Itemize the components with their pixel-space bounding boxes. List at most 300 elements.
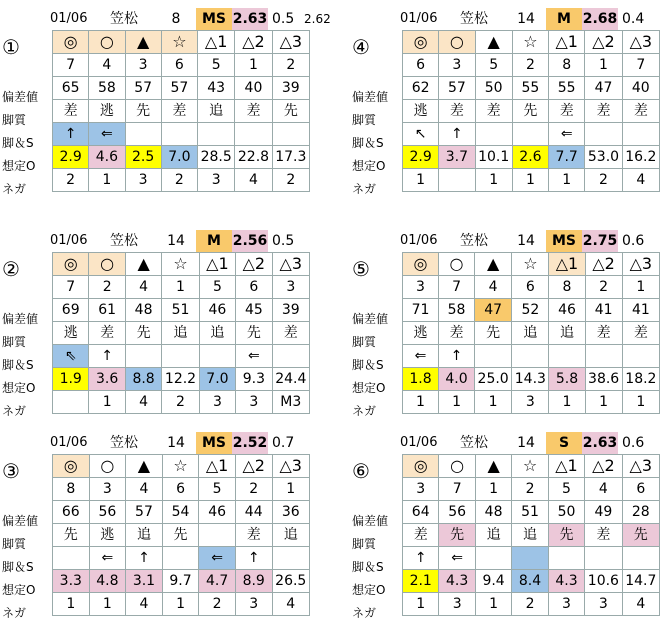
odds-cell: 4.0 bbox=[439, 368, 475, 391]
running-style-cell: 逃 bbox=[403, 100, 439, 123]
nega-cell: 1 bbox=[512, 169, 548, 192]
horse-number-cell: 7 bbox=[53, 54, 89, 77]
nega-cell: 1 bbox=[162, 593, 199, 616]
odds-cell: 4.8 bbox=[89, 570, 126, 593]
running-style-cell: 逃 bbox=[89, 100, 125, 123]
mark-cell: △1 bbox=[198, 31, 235, 54]
deviation-cell: 39 bbox=[272, 299, 309, 322]
running-style-cell: 差 bbox=[585, 100, 622, 123]
nega-cell: 1 bbox=[403, 391, 439, 414]
nega-cell: 3 bbox=[198, 169, 235, 192]
running-style-cell: 差 bbox=[272, 322, 309, 345]
table-row bbox=[403, 455, 660, 478]
deviation-cell: 36 bbox=[272, 501, 310, 524]
legs-cell: ↑ bbox=[403, 547, 439, 570]
running-style-cell: 追 bbox=[198, 100, 235, 123]
odds-cell: 24.4 bbox=[272, 368, 309, 391]
race-ratio: 0.7 bbox=[272, 435, 295, 451]
table-row bbox=[53, 169, 310, 192]
odds-cell: 8.4 bbox=[512, 570, 548, 593]
legs-cell bbox=[585, 123, 622, 146]
deviation-cell: 39 bbox=[272, 77, 309, 100]
odds-cell: 2.9 bbox=[403, 146, 439, 169]
deviation-cell: 57 bbox=[125, 77, 161, 100]
track-name: 笠松 bbox=[110, 435, 138, 451]
running-style-cell: 追 bbox=[272, 524, 310, 547]
race-date: 01/06 bbox=[400, 233, 438, 248]
table-row bbox=[53, 593, 310, 616]
race-class: MS bbox=[546, 230, 582, 252]
horse-number-cell: 4 bbox=[89, 54, 125, 77]
odds-cell: 3.6 bbox=[89, 368, 125, 391]
table-row bbox=[403, 54, 660, 77]
nega-cell: 3 bbox=[199, 391, 235, 414]
odds-cell: 7.7 bbox=[549, 146, 585, 169]
horse-number-cell: 1 bbox=[272, 478, 310, 501]
race-score: 2.56 bbox=[232, 230, 268, 252]
deviation-cell: 40 bbox=[622, 77, 659, 100]
nega-cell: 2 bbox=[585, 169, 622, 192]
row-label: 偏差値 bbox=[2, 312, 39, 326]
mark-cell: △3 bbox=[272, 455, 310, 478]
race-table bbox=[52, 30, 310, 192]
odds-cell: 8.8 bbox=[125, 368, 161, 391]
odds-cell: 2.1 bbox=[403, 570, 439, 593]
mark-cell: △2 bbox=[236, 253, 272, 276]
nega-cell bbox=[53, 391, 89, 414]
running-style-cell: 差 bbox=[622, 322, 659, 345]
race-ratio: 0.5 bbox=[272, 233, 295, 249]
race-ratio: 0.6 bbox=[622, 233, 645, 249]
panel-number: ⑤ bbox=[352, 257, 370, 281]
deviation-cell: 64 bbox=[403, 501, 439, 524]
legs-cell: ⇐ bbox=[403, 345, 439, 368]
nega-cell: 1 bbox=[53, 593, 90, 616]
race-class: MS bbox=[196, 432, 232, 454]
mark-cell: △2 bbox=[585, 31, 622, 54]
race-number: 14 bbox=[167, 233, 185, 249]
track-name: 笠松 bbox=[460, 233, 488, 249]
horse-number-cell: 3 bbox=[89, 478, 126, 501]
mark-cell: ○ bbox=[439, 455, 475, 478]
nega-cell: 1 bbox=[549, 391, 585, 414]
table-row bbox=[53, 478, 310, 501]
horse-number-cell: 7 bbox=[439, 276, 475, 299]
legs-cell bbox=[512, 547, 548, 570]
mark-cell: ☆ bbox=[162, 253, 199, 276]
horse-number-cell: 8 bbox=[549, 276, 585, 299]
race-panel bbox=[0, 8, 331, 196]
deviation-cell: 48 bbox=[125, 299, 161, 322]
running-style-cell: 追 bbox=[512, 322, 549, 345]
horse-number-cell: 4 bbox=[475, 276, 512, 299]
table-row bbox=[403, 547, 660, 570]
deviation-cell: 28 bbox=[622, 501, 659, 524]
horse-number-cell: 1 bbox=[475, 478, 511, 501]
horse-number-cell: 2 bbox=[512, 54, 548, 77]
legs-cell bbox=[161, 123, 197, 146]
horse-number-cell: 6 bbox=[403, 54, 439, 77]
mark-cell: ▲ bbox=[125, 253, 161, 276]
running-style-cell: 差 bbox=[89, 322, 125, 345]
horse-number-cell: 6 bbox=[622, 478, 659, 501]
legs-cell bbox=[475, 345, 512, 368]
row-label: ネガ bbox=[2, 182, 27, 196]
deviation-cell: 46 bbox=[549, 299, 585, 322]
deviation-cell: 40 bbox=[235, 77, 272, 100]
odds-cell: 5.8 bbox=[549, 368, 585, 391]
mark-cell: ○ bbox=[89, 31, 125, 54]
nega-cell: 1 bbox=[475, 593, 511, 616]
odds-cell: 28.5 bbox=[198, 146, 235, 169]
legs-cell: ⇐ bbox=[89, 547, 126, 570]
mark-cell: △1 bbox=[549, 31, 585, 54]
odds-cell: 9.7 bbox=[162, 570, 199, 593]
odds-cell: 17.3 bbox=[272, 146, 309, 169]
odds-cell: 4.3 bbox=[548, 570, 584, 593]
horse-number-cell: 2 bbox=[512, 478, 548, 501]
legs-cell: ↑ bbox=[439, 123, 475, 146]
table-row bbox=[403, 299, 660, 322]
race-table bbox=[402, 252, 660, 414]
legs-cell: ⇐ bbox=[89, 123, 125, 146]
deviation-cell: 62 bbox=[403, 77, 439, 100]
mark-cell: ▲ bbox=[126, 455, 163, 478]
legs-cell: ⇐ bbox=[236, 345, 272, 368]
deviation-cell: 58 bbox=[89, 77, 125, 100]
row-label: 脚＆S bbox=[2, 560, 34, 574]
odds-cell: 2.6 bbox=[512, 146, 548, 169]
nega-cell: 1 bbox=[622, 391, 659, 414]
horse-number-cell: 5 bbox=[199, 276, 235, 299]
legs-cell bbox=[585, 345, 622, 368]
horse-number-cell: 7 bbox=[53, 276, 89, 299]
horse-number-cell: 8 bbox=[53, 478, 90, 501]
race-date: 01/06 bbox=[400, 11, 438, 26]
mark-cell: ○ bbox=[439, 31, 475, 54]
table-row bbox=[403, 123, 660, 146]
legs-cell: ↑ bbox=[235, 547, 272, 570]
deviation-cell: 50 bbox=[475, 77, 512, 100]
race-table bbox=[402, 30, 660, 192]
track-name: 笠松 bbox=[110, 11, 138, 27]
horse-number-cell: 3 bbox=[403, 478, 439, 501]
table-row bbox=[53, 123, 310, 146]
nega-cell: 1 bbox=[475, 169, 512, 192]
mark-cell: △2 bbox=[235, 455, 272, 478]
mark-cell: ○ bbox=[89, 455, 126, 478]
horse-number-cell: 2 bbox=[585, 276, 622, 299]
deviation-cell: 56 bbox=[439, 501, 475, 524]
table-row bbox=[403, 345, 660, 368]
horse-number-cell: 8 bbox=[549, 54, 585, 77]
horse-number-cell: 3 bbox=[439, 54, 475, 77]
table-row bbox=[403, 77, 660, 100]
legs-cell: ↑ bbox=[439, 345, 475, 368]
panel-header bbox=[350, 230, 660, 252]
deviation-cell: 45 bbox=[236, 299, 272, 322]
deviation-cell: 57 bbox=[126, 501, 163, 524]
horse-number-cell: 5 bbox=[198, 54, 235, 77]
deviation-cell: 61 bbox=[89, 299, 125, 322]
mark-cell: △3 bbox=[272, 253, 309, 276]
row-label: ネガ bbox=[352, 606, 377, 620]
table-row bbox=[53, 299, 310, 322]
race-class: S bbox=[546, 432, 582, 454]
table-row bbox=[53, 31, 310, 54]
nega-cell: 2 bbox=[512, 593, 548, 616]
horse-number-cell: 1 bbox=[235, 54, 272, 77]
extra-value: 2.62 bbox=[304, 12, 331, 26]
table-row bbox=[403, 31, 660, 54]
race-class: M bbox=[546, 8, 582, 30]
track-name: 笠松 bbox=[110, 233, 138, 249]
track-name: 笠松 bbox=[460, 435, 488, 451]
nega-cell: 2 bbox=[162, 391, 199, 414]
running-style-cell: 差 bbox=[53, 100, 89, 123]
mark-cell: ☆ bbox=[512, 31, 548, 54]
deviation-cell: 57 bbox=[439, 77, 475, 100]
horse-number-cell: 2 bbox=[235, 478, 272, 501]
table-row bbox=[53, 524, 310, 547]
race-ratio: 0.6 bbox=[622, 435, 645, 451]
legs-cell bbox=[549, 345, 585, 368]
row-label: 偏差値 bbox=[352, 514, 389, 528]
row-label: 想定O bbox=[352, 159, 386, 173]
running-style-cell: 差 bbox=[161, 100, 197, 123]
horse-number-cell: 2 bbox=[272, 54, 309, 77]
race-number: 14 bbox=[517, 233, 535, 249]
mark-cell: △3 bbox=[622, 455, 659, 478]
running-style-cell: 先 bbox=[272, 100, 309, 123]
nega-cell: 4 bbox=[125, 391, 161, 414]
mark-cell: △2 bbox=[585, 455, 622, 478]
legs-cell bbox=[162, 345, 199, 368]
row-label: 脚＆S bbox=[2, 136, 34, 150]
horse-number-cell: 6 bbox=[512, 276, 549, 299]
running-style-cell: 追 bbox=[199, 322, 235, 345]
legs-cell bbox=[475, 123, 512, 146]
horse-number-cell: 5 bbox=[199, 478, 236, 501]
table-row bbox=[53, 146, 310, 169]
row-label: 脚＆S bbox=[2, 358, 34, 372]
horse-number-cell: 4 bbox=[126, 478, 163, 501]
race-panel bbox=[350, 230, 660, 418]
running-style-cell: 先 bbox=[125, 322, 161, 345]
row-label: 脚質 bbox=[2, 113, 27, 127]
mark-cell: ☆ bbox=[162, 455, 199, 478]
deviation-cell: 43 bbox=[198, 77, 235, 100]
race-panel bbox=[0, 230, 310, 418]
nega-cell: 4 bbox=[126, 593, 163, 616]
race-score: 2.52 bbox=[232, 432, 268, 454]
running-style-cell: 追 bbox=[549, 322, 585, 345]
row-label: 脚＆S bbox=[352, 136, 384, 150]
horse-number-cell: 6 bbox=[162, 478, 199, 501]
table-row bbox=[53, 368, 310, 391]
mark-cell: △3 bbox=[622, 31, 659, 54]
odds-cell: 38.6 bbox=[585, 368, 622, 391]
deviation-cell: 46 bbox=[199, 501, 236, 524]
panel-number: ① bbox=[2, 35, 20, 59]
row-label: 想定O bbox=[2, 583, 36, 597]
horse-number-cell: 4 bbox=[125, 276, 161, 299]
odds-cell: 3.7 bbox=[439, 146, 475, 169]
row-label: 偏差値 bbox=[352, 90, 389, 104]
running-style-cell: 逃 bbox=[89, 524, 126, 547]
panel-header bbox=[350, 8, 660, 30]
legs-cell bbox=[585, 547, 622, 570]
horse-number-cell: 1 bbox=[585, 54, 622, 77]
table-row bbox=[53, 570, 310, 593]
nega-cell: 4 bbox=[622, 593, 659, 616]
table-row bbox=[53, 54, 310, 77]
table-row bbox=[403, 501, 660, 524]
table-row bbox=[53, 547, 310, 570]
deviation-cell: 55 bbox=[512, 77, 548, 100]
table-row bbox=[403, 322, 660, 345]
table-row bbox=[53, 276, 310, 299]
legs-cell bbox=[235, 123, 272, 146]
running-style-cell: 追 bbox=[475, 524, 511, 547]
odds-cell: 16.2 bbox=[622, 146, 659, 169]
horse-number-cell: 3 bbox=[403, 276, 439, 299]
odds-cell: 1.8 bbox=[403, 368, 439, 391]
running-style-cell: 差 bbox=[403, 524, 439, 547]
panel-number: ② bbox=[2, 257, 20, 281]
legs-cell: ⇐ bbox=[439, 547, 475, 570]
nega-cell: 1 bbox=[403, 169, 439, 192]
nega-cell bbox=[439, 169, 475, 192]
odds-cell: 26.5 bbox=[272, 570, 310, 593]
race-panel bbox=[0, 432, 310, 620]
race-number: 14 bbox=[517, 11, 535, 27]
nega-cell: 3 bbox=[236, 391, 272, 414]
nega-cell: 3 bbox=[585, 593, 622, 616]
horse-number-cell: 7 bbox=[439, 478, 475, 501]
running-style-cell: 先 bbox=[439, 524, 475, 547]
mark-cell: ▲ bbox=[125, 31, 161, 54]
race-date: 01/06 bbox=[50, 233, 88, 248]
row-label: 偏差値 bbox=[352, 312, 389, 326]
legs-cell: ↖ bbox=[403, 123, 439, 146]
table-row bbox=[53, 501, 310, 524]
odds-cell: 14.3 bbox=[512, 368, 549, 391]
legs-cell: ⇐ bbox=[199, 547, 236, 570]
legs-cell bbox=[475, 547, 511, 570]
odds-cell: 2.9 bbox=[53, 146, 89, 169]
nega-cell: 1 bbox=[403, 593, 439, 616]
nega-cell: 3 bbox=[125, 169, 161, 192]
track-name: 笠松 bbox=[460, 11, 488, 27]
panel-number: ③ bbox=[2, 459, 20, 483]
row-label: 脚質 bbox=[352, 537, 377, 551]
row-label: 想定O bbox=[2, 159, 36, 173]
mark-cell: ○ bbox=[439, 253, 475, 276]
deviation-cell: 47 bbox=[475, 299, 512, 322]
table-row bbox=[53, 100, 310, 123]
mark-cell: ◎ bbox=[53, 253, 89, 276]
mark-cell: ◎ bbox=[403, 253, 439, 276]
running-style-cell: 逃 bbox=[53, 322, 89, 345]
nega-cell: 1 bbox=[475, 391, 512, 414]
deviation-cell: 55 bbox=[549, 77, 585, 100]
race-number: 8 bbox=[171, 11, 181, 27]
table-row bbox=[403, 169, 660, 192]
odds-cell: 8.9 bbox=[235, 570, 272, 593]
odds-cell: 4.3 bbox=[439, 570, 475, 593]
legs-cell: ↑ bbox=[126, 547, 163, 570]
row-label: 偏差値 bbox=[2, 514, 39, 528]
race-class: M bbox=[196, 230, 232, 252]
row-label: 脚質 bbox=[2, 335, 27, 349]
deviation-cell: 65 bbox=[53, 77, 89, 100]
legs-cell bbox=[272, 345, 309, 368]
odds-cell: 12.2 bbox=[162, 368, 199, 391]
race-date: 01/06 bbox=[50, 11, 88, 26]
running-style-cell: 先 bbox=[475, 322, 512, 345]
nega-cell: 3 bbox=[548, 593, 584, 616]
running-style-cell: 差 bbox=[235, 100, 272, 123]
mark-cell: ◎ bbox=[403, 455, 439, 478]
table-row bbox=[403, 478, 660, 501]
race-ratio: 0.5 bbox=[272, 11, 295, 27]
odds-cell: 1.9 bbox=[53, 368, 89, 391]
deviation-cell: 51 bbox=[512, 501, 548, 524]
legs-cell bbox=[199, 345, 235, 368]
nega-cell: 2 bbox=[53, 169, 89, 192]
deviation-cell: 52 bbox=[512, 299, 549, 322]
running-style-cell: 先 bbox=[236, 322, 272, 345]
running-style-cell: 差 bbox=[439, 322, 475, 345]
table-row bbox=[403, 570, 660, 593]
running-style-cell: 追 bbox=[162, 322, 199, 345]
nega-cell: M3 bbox=[272, 391, 309, 414]
race-number: 14 bbox=[517, 435, 535, 451]
table-row bbox=[403, 524, 660, 547]
horse-number-cell: 5 bbox=[548, 478, 584, 501]
mark-cell: ☆ bbox=[512, 253, 549, 276]
running-style-cell: 先 bbox=[125, 100, 161, 123]
running-style-cell bbox=[199, 524, 236, 547]
nega-cell: 4 bbox=[235, 169, 272, 192]
nega-cell: 2 bbox=[161, 169, 197, 192]
legs-cell bbox=[622, 345, 659, 368]
odds-cell: 10.6 bbox=[585, 570, 622, 593]
panel-header bbox=[350, 432, 660, 454]
table-row bbox=[403, 146, 660, 169]
mark-cell: ▲ bbox=[475, 455, 511, 478]
horse-number-cell: 6 bbox=[161, 54, 197, 77]
race-panel bbox=[350, 8, 660, 196]
panel-header bbox=[0, 432, 310, 454]
nega-cell: 3 bbox=[439, 593, 475, 616]
mark-cell: △1 bbox=[549, 253, 585, 276]
horse-number-cell: 1 bbox=[162, 276, 199, 299]
nega-cell: 1 bbox=[89, 391, 125, 414]
mark-cell: ◎ bbox=[53, 455, 90, 478]
running-style-cell: 先 bbox=[548, 524, 584, 547]
odds-cell: 3.3 bbox=[53, 570, 90, 593]
legs-cell bbox=[162, 547, 199, 570]
nega-cell: 3 bbox=[512, 391, 549, 414]
running-style-cell: 先 bbox=[622, 524, 659, 547]
running-style-cell: 差 bbox=[439, 100, 475, 123]
legs-cell bbox=[125, 123, 161, 146]
mark-cell: △3 bbox=[272, 31, 309, 54]
deviation-cell: 54 bbox=[162, 501, 199, 524]
row-label: 想定O bbox=[2, 381, 36, 395]
